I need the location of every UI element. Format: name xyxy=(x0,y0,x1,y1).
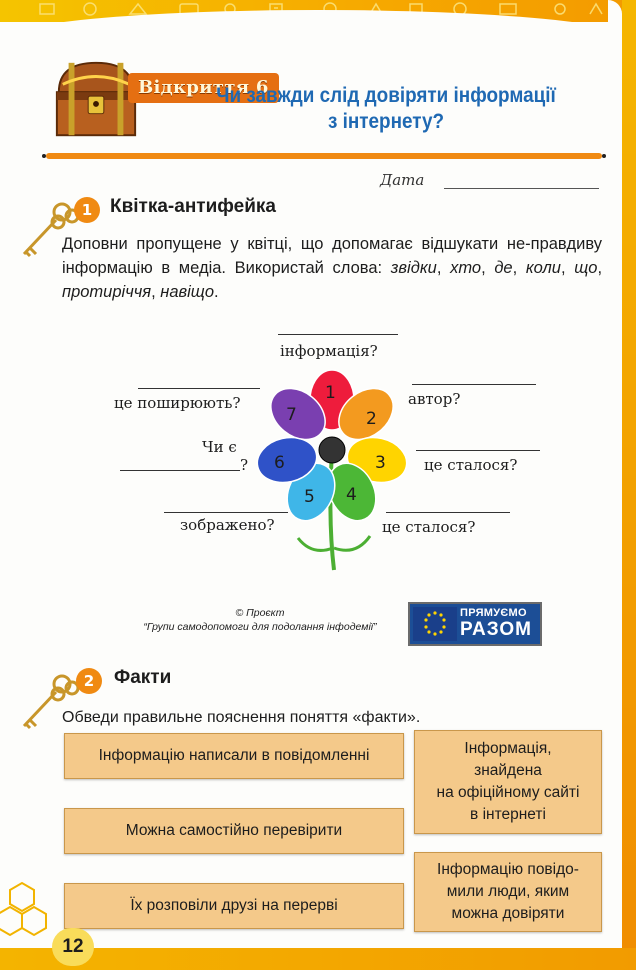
blank-line-7[interactable] xyxy=(138,388,260,389)
credit-line-2: “Групи самодопомоги для подолання інфодемії” xyxy=(143,621,377,633)
lesson-title-line2: з інтернету? xyxy=(327,110,445,133)
lesson-title xyxy=(197,83,575,135)
logo-text-bottom: РАЗОМ xyxy=(460,619,532,640)
bottom-decorative-band xyxy=(0,948,636,970)
petal-3-number: 3 xyxy=(375,453,386,473)
petal-6-number: 6 xyxy=(274,453,285,473)
label-petal-3: це сталося? xyxy=(424,456,518,474)
label-petal-4: це сталося? xyxy=(382,518,476,536)
pryamuiemo-razom-logo xyxy=(408,602,542,646)
task-1-instructions: Доповни пропущене у квітці, що допомагає відшукати не-правдиву інформацію в медіа. Використай слова: звідки, хто, де, коли, що, протиріччя, навіщо. xyxy=(62,235,603,301)
date-field-line[interactable] xyxy=(444,188,599,189)
blank-line-1[interactable] xyxy=(278,334,398,335)
fact-option-3[interactable]: Їх розповіли друзі на перерві xyxy=(64,883,404,929)
label-petal-7: це поширюють? xyxy=(114,394,241,412)
flower-center xyxy=(319,437,345,463)
petal-5-number: 5 xyxy=(304,487,315,507)
golden-key-icon-2 xyxy=(14,668,84,738)
label-petal-6-suffix: ? xyxy=(240,456,249,474)
label-petal-2: автор? xyxy=(408,390,461,408)
fact-option-1[interactable]: Інформацію написали в повідомленні xyxy=(64,733,404,779)
project-credit xyxy=(120,606,400,634)
petal-1-number: 1 xyxy=(325,383,336,403)
label-petal-1: інформація? xyxy=(280,342,378,360)
credit-line-1: © Проєкт xyxy=(235,607,285,619)
blank-line-6[interactable] xyxy=(120,470,240,471)
task-2-instructions: Обведи правильне пояснення поняття «факти». xyxy=(62,709,421,726)
petal-7-number: 7 xyxy=(286,405,297,425)
blank-line-3[interactable] xyxy=(416,450,540,451)
task-2-number: 2 xyxy=(76,668,102,694)
fact-option-4[interactable]: Інформація, знайдена на офіційному сайті в інтернеті xyxy=(414,730,602,834)
logo-text-top: ПРЯМУЄМО xyxy=(460,607,527,619)
blank-line-4[interactable] xyxy=(386,512,510,513)
lesson-header xyxy=(46,55,586,155)
fact-option-5[interactable]: Інформацію повідо- мили люди, яким можна довіряти xyxy=(414,852,602,932)
blank-line-2[interactable] xyxy=(412,384,536,385)
blank-line-5[interactable] xyxy=(164,512,288,513)
header-divider xyxy=(46,153,602,159)
label-petal-6-prefix: Чи є xyxy=(202,438,237,456)
discovery-badge: Відкриття 6 xyxy=(128,73,279,103)
lesson-title-line1: Чи завжди слід довіряти інформації xyxy=(216,84,556,107)
task-2-title: Факти xyxy=(114,667,172,688)
petal-2-number: 2 xyxy=(366,409,377,429)
task-1-title: Квітка-антифейка xyxy=(110,196,276,217)
task-1-number: 1 xyxy=(74,197,100,223)
date-label: Дата xyxy=(380,171,425,189)
fact-option-2[interactable]: Можна самостійно перевірити xyxy=(64,808,404,854)
page-number: 12 xyxy=(52,928,94,966)
petal-4-number: 4 xyxy=(346,485,357,505)
label-petal-5: зображено? xyxy=(180,516,275,534)
eu-flag-icon xyxy=(413,607,457,641)
